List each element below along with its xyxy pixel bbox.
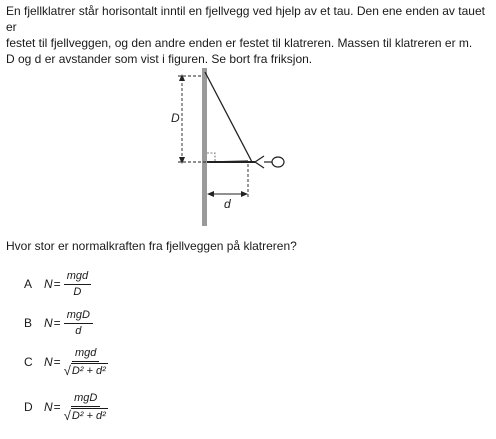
fraction — [64, 270, 91, 299]
denominator: d — [75, 324, 82, 337]
question-text: Hvor stor er normalkraften fra fjellveggen på klatreren? — [6, 239, 297, 253]
formula — [44, 309, 93, 338]
sqrt-symbol: √ — [63, 407, 71, 423]
fraction — [64, 309, 93, 338]
option-letter: A — [24, 277, 33, 291]
radicand: D² + d² — [71, 409, 106, 422]
formula — [44, 392, 108, 423]
option-b[interactable] — [24, 306, 93, 340]
climber-figure — [160, 64, 300, 232]
option-a[interactable] — [24, 267, 91, 301]
radicand: D² + d² — [71, 364, 106, 377]
dimension-D-arrow-down — [179, 157, 185, 164]
problem-line-3: D og d er avstander som vist i figuren. Se bort fra friksjon. — [6, 52, 313, 66]
problem-line-1: En fjellklatrer står horisontalt inntil en fjellvegg ved hjelp av et tau. Den ene enden av tauet er — [6, 4, 485, 34]
right-angle-mark — [207, 153, 215, 162]
formula-lhs: N — [44, 277, 53, 291]
formula-lhs: N — [44, 400, 53, 414]
sqrt-denominator — [64, 362, 108, 378]
dimension-D-label: D — [171, 111, 180, 125]
numerator: mgD — [64, 309, 93, 324]
dimension-d-label: d — [224, 197, 231, 211]
formula-lhs: N — [44, 316, 53, 330]
option-d[interactable] — [24, 390, 108, 424]
climber-diagram — [160, 64, 300, 232]
sqrt-symbol: √ — [63, 362, 71, 378]
climber-arm — [255, 156, 264, 162]
formula — [44, 270, 91, 299]
rock-wall — [202, 68, 207, 226]
climber-arm — [255, 162, 264, 168]
numerator: mgd — [72, 347, 99, 362]
dimension-D-arrow-up — [179, 74, 185, 81]
formula — [44, 347, 108, 378]
formula-equals: = — [53, 277, 61, 291]
numerator: mgD — [71, 392, 100, 407]
formula-lhs: N — [44, 355, 53, 369]
problem-line-2: festet til fjellveggen, og den andre enden er festet til klatreren. Massen til klatreren er m. — [6, 36, 473, 50]
dimension-d-arrow-right — [241, 191, 248, 197]
dimension-d-arrow-left — [207, 191, 214, 197]
fraction — [64, 392, 108, 423]
climber-head — [272, 157, 284, 167]
option-letter: B — [24, 316, 33, 330]
problem-text — [6, 3, 492, 67]
option-letter: D — [24, 400, 33, 414]
option-c[interactable] — [24, 345, 108, 379]
fraction — [64, 347, 108, 378]
denominator: D — [73, 285, 82, 298]
numerator: mgd — [64, 270, 91, 285]
formula-equals: = — [53, 316, 61, 330]
rope — [205, 72, 252, 162]
formula-equals: = — [53, 355, 61, 369]
option-letter: C — [24, 355, 33, 369]
sqrt-denominator — [64, 407, 108, 423]
formula-equals: = — [53, 400, 61, 414]
